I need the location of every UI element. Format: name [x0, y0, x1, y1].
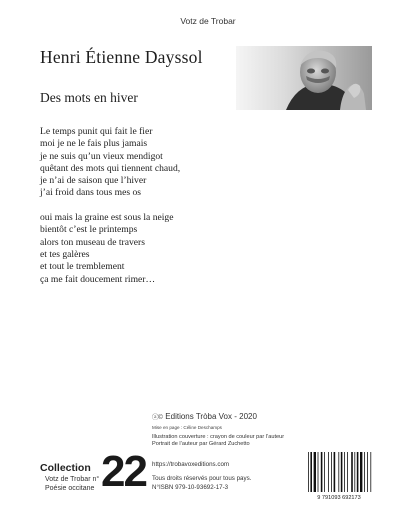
barcode-bar [338, 452, 339, 492]
barcode-bar [344, 452, 345, 492]
barcode-bar [364, 452, 365, 492]
cover-credit: Illustration couverture : crayon de couleur par l’auteur [152, 434, 285, 440]
collection-series: Votz de Trobar n° [45, 476, 100, 483]
barcode-bar [360, 452, 362, 492]
author-name: Henri Étienne Dayssol [40, 47, 203, 67]
barcode-bar [334, 452, 336, 492]
barcode-bar [318, 452, 319, 492]
copyright-text: Editions Tròba Vox - 2020 [165, 412, 257, 421]
layout-credit: Mise en page : Céline Deschamps [152, 425, 222, 430]
isbn: N°ISBN 979-10-93692-17-3 [152, 484, 229, 491]
barcode-bar [354, 452, 355, 492]
barcode-bar [324, 452, 325, 492]
collection-label: Collection [40, 462, 91, 474]
barcode-bar [351, 452, 353, 492]
barcode-bar [341, 452, 343, 492]
barcode-bar [328, 452, 329, 492]
barcode-bar [310, 452, 312, 492]
barcode-bar [314, 452, 316, 492]
collection-genre: Poésie occitane [45, 485, 95, 492]
portrait-credit: Portrait de l’auteur par Gérard Zuchetto [152, 441, 250, 447]
isbn-barcode [304, 448, 374, 501]
copyright-line [152, 412, 284, 421]
barcode-bars [308, 452, 371, 492]
barcode-bar [308, 452, 309, 492]
barcode-digits: 9 791093 692173 [317, 495, 361, 501]
poem-line: je n’ai de saison que l’hiver [40, 175, 147, 187]
barcode-bar [370, 452, 371, 492]
poem-line: bientôt c’est le printemps [40, 224, 138, 236]
poem-line: ça me fait doucement rimer… [40, 273, 156, 285]
poem-line: Le temps punit qui fait le fier [40, 126, 153, 137]
book-title: Des mots en hiver [40, 90, 138, 105]
barcode-bar [367, 452, 368, 492]
poem-line: oui mais la graine est sous la neige [40, 212, 174, 224]
poem-line: j’ai froid dans tous mes os [40, 187, 141, 199]
barcode-bar [331, 452, 332, 492]
poem-line: et tout le tremblement [40, 261, 125, 273]
poem-line: je ne suis qu’un vieux mendigot [40, 150, 163, 162]
rights-notice: Tous droits réservés pour tous pays. [152, 475, 252, 482]
collection-number: 22 [101, 447, 146, 496]
poem-line: et tes galères [40, 248, 90, 260]
series-name: Votz de Trobar [180, 16, 236, 26]
poem-line: moi je ne le fais plus jamais [40, 138, 148, 150]
copyright-icon: ⓐ© [152, 414, 163, 421]
colophon [152, 412, 284, 448]
stanza [40, 212, 180, 286]
author-portrait [236, 46, 372, 110]
barcode-bar [347, 452, 348, 492]
stanza [40, 126, 180, 200]
poem [40, 126, 180, 298]
poem-line: alors ton museau de travers [40, 236, 145, 248]
barcode-bar [357, 452, 359, 492]
barcode-bar [321, 452, 323, 492]
publisher-website: https://trobavoxeditions.com [152, 461, 230, 468]
poem-line: quêtant des mots qui tiennent chaud, [40, 162, 181, 174]
